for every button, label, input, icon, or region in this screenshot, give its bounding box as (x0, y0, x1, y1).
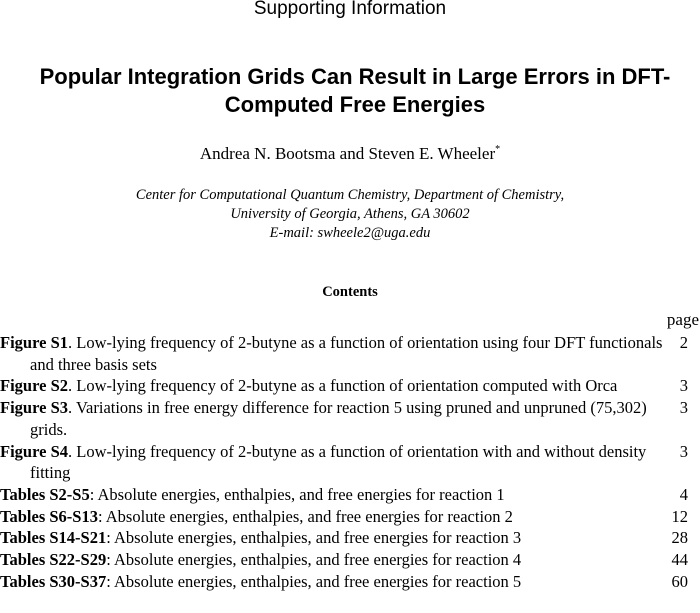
toc-entry-page: 12 (671, 506, 688, 526)
toc-entry-text: . Low-lying frequency of 2-butyne as a function of orientation with and without density fitting (30, 441, 647, 483)
toc-entry-page: 2 (679, 333, 688, 352)
toc-entry-figure-s3 (0, 397, 700, 440)
toc-entry-page: 44 (671, 550, 688, 570)
toc-entry-label: Figure S2 (0, 376, 68, 396)
toc-entry-tables-s6-s13 (0, 506, 700, 528)
affiliation (0, 186, 700, 243)
toc-entry-label: Tables S30-S37 (0, 571, 107, 591)
toc-entry-label: Figure S3 (0, 398, 68, 418)
table-of-contents (0, 332, 700, 592)
paper-title: Popular Integration Grids Can Result in Large Errors in DFT-Computed Free Energies (39, 64, 671, 117)
authors: Andrea N. Bootsma and Steven E. Wheeler (199, 144, 496, 163)
contents-heading: Contents (322, 284, 378, 300)
toc-entry-page: 3 (679, 441, 688, 461)
supporting-info-heading: Supporting Information (253, 0, 447, 19)
affiliation-line-2: University of Georgia, Athens, GA 30602 (230, 206, 470, 222)
toc-entry-label: Tables S22-S29 (0, 550, 107, 570)
toc-entry-label: Tables S6-S13 (0, 506, 98, 526)
toc-entry-figure-s4 (0, 441, 700, 484)
toc-entry-label: Figure S1 (0, 333, 68, 352)
toc-entry-tables-s22-s29 (0, 549, 700, 571)
page-column-label: page (666, 310, 699, 329)
toc-entry-text: . Low-lying frequency of 2-butyne as a function of orientation using four DFT functionals and three basis sets (30, 333, 663, 374)
toc-entry-text: : Absolute energies, enthalpies, and free energies for reaction 1 (89, 484, 505, 504)
toc-entry-text: . Low-lying frequency of 2-butyne as a function of orientation computed with Orca (68, 376, 618, 396)
toc-entry-tables-s14-s21 (0, 527, 700, 549)
toc-entry-label: Figure S4 (0, 441, 68, 461)
toc-entry-page: 60 (671, 571, 688, 591)
toc-entry-page: 3 (679, 376, 688, 396)
toc-entry-text: : Absolute energies, enthalpies, and free energies for reaction 3 (106, 528, 522, 548)
toc-entry-tables-s30-s37 (0, 571, 700, 593)
toc-entry-tables-s2-s5 (0, 484, 700, 506)
authors-line (0, 143, 700, 165)
toc-entry-page: 28 (671, 528, 688, 548)
affiliation-line-1: Center for Computational Quantum Chemistry, Department of Chemistry, (135, 187, 565, 203)
toc-entry-text: : Absolute energies, enthalpies, and free energies for reaction 5 (106, 571, 522, 591)
toc-entry-page: 4 (679, 484, 688, 504)
toc-entry-figure-s2 (0, 375, 700, 397)
toc-entry-text: : Absolute energies, enthalpies, and free energies for reaction 2 (97, 506, 513, 526)
corresponding-author-mark: * (495, 144, 501, 155)
toc-entry-text: . Variations in free energy difference for reaction 5 using pruned and unpruned (75,302) grids. (30, 398, 647, 439)
affiliation-email: E-mail: swheele2@uga.edu (269, 225, 431, 241)
toc-entry-figure-s1 (0, 332, 700, 375)
toc-entry-page: 3 (679, 398, 688, 418)
toc-entry-label: Tables S14-S21 (0, 528, 107, 548)
toc-entry-label: Tables S2-S5 (0, 484, 90, 504)
toc-entry-text: : Absolute energies, enthalpies, and free energies for reaction 4 (106, 550, 522, 570)
